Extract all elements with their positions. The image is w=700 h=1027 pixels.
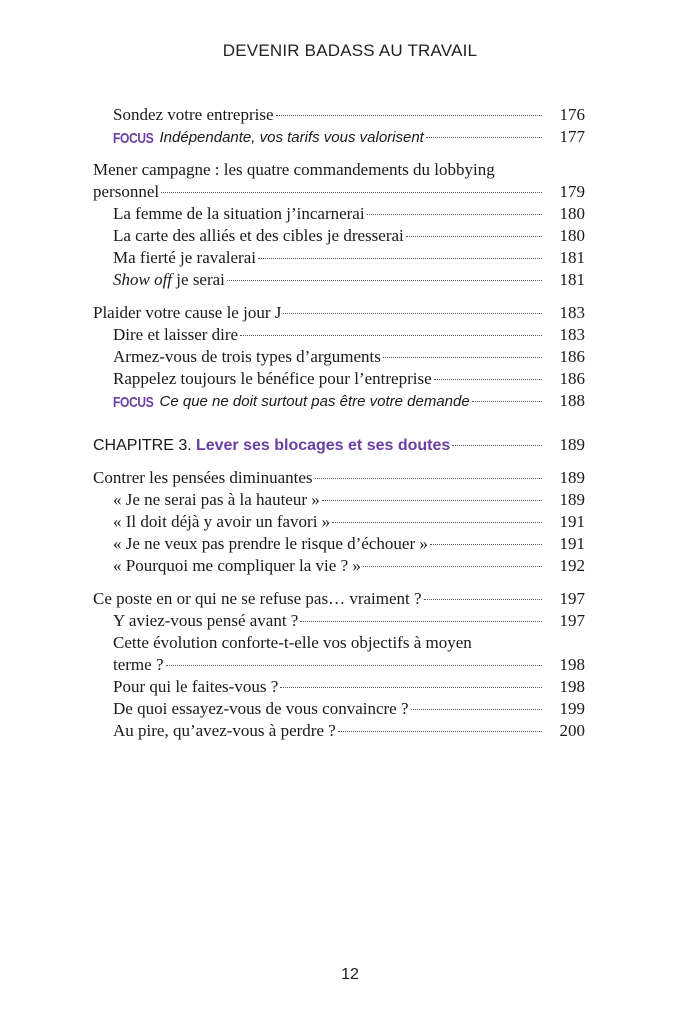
toc-page-number: 189 (559, 468, 585, 487)
toc-section[interactable] (93, 302, 585, 324)
toc-page-number: 183 (559, 325, 585, 344)
toc-entry[interactable] (93, 720, 585, 742)
toc-entry-title: Ma fierté je ravalerai (113, 248, 256, 267)
toc-entry-title: La carte des alliés et des cibles je dresserai (113, 226, 404, 245)
toc-page-number: 189 (559, 490, 585, 509)
toc-page-number: 200 (559, 721, 585, 740)
dot-leader (161, 192, 542, 193)
table-of-contents (93, 104, 585, 742)
toc-entry-title: De quoi essayez-vous de vous convaincre ? (113, 699, 409, 718)
dot-leader (363, 566, 542, 567)
dot-leader (452, 445, 542, 446)
toc-entry-title: « Je ne veux pas prendre le risque d’échouer » (113, 534, 428, 553)
toc-section-title: Plaider votre cause le jour J (93, 303, 282, 322)
toc-entry[interactable] (93, 654, 585, 676)
toc-entry[interactable] (93, 203, 585, 225)
toc-entry[interactable] (93, 247, 585, 269)
toc-entry-title: Sondez votre entreprise (113, 105, 274, 124)
toc-section[interactable] (93, 467, 585, 489)
focus-title: Indépendante, vos tarifs vous valorisent (159, 129, 424, 146)
dot-leader (472, 401, 542, 402)
chapter-label: CHAPITRE 3. (93, 437, 192, 454)
dot-leader (424, 599, 542, 600)
dot-leader (322, 500, 542, 501)
toc-page-number: 181 (559, 270, 585, 289)
toc-page-number: 177 (559, 127, 585, 146)
dot-leader (430, 544, 542, 545)
toc-entry[interactable] (93, 489, 585, 511)
toc-entry[interactable] (93, 225, 585, 247)
dot-leader (240, 335, 542, 336)
toc-section-title: Ce poste en or qui ne se refuse pas… vraiment ? (93, 589, 422, 608)
toc-section-title: Contrer les pensées diminuantes (93, 468, 313, 487)
toc-page-number: 181 (559, 248, 585, 267)
toc-chapter-title (93, 434, 450, 457)
focus-title: Ce que ne doit surtout pas être votre demande (159, 393, 470, 410)
toc-page-number: 180 (559, 226, 585, 245)
toc-entry[interactable] (93, 610, 585, 632)
toc-entry-title: Au pire, qu’avez-vous à perdre ? (113, 721, 336, 740)
toc-entry-title (113, 126, 424, 149)
toc-entry[interactable] (93, 698, 585, 720)
dot-leader (434, 379, 542, 380)
dot-leader (411, 709, 542, 710)
page-number: 12 (341, 966, 359, 983)
toc-page-number: 192 (559, 556, 585, 575)
dot-leader (426, 137, 542, 138)
running-title: DEVENIR BADASS AU TRAVAIL (222, 41, 478, 60)
toc-entry[interactable] (93, 676, 585, 698)
dot-leader (367, 214, 542, 215)
toc-page-number: 180 (559, 204, 585, 223)
focus-badge: FOCUS (113, 393, 154, 411)
toc-page-number: 188 (559, 391, 585, 410)
toc-page-number: 189 (559, 435, 585, 454)
toc-page-number: 191 (559, 512, 585, 531)
toc-page-number: 186 (559, 347, 585, 366)
toc-section[interactable] (93, 181, 585, 203)
title-rest: je serai (172, 270, 225, 289)
toc-page-number: 183 (559, 303, 585, 322)
toc-page-number: 198 (559, 655, 585, 674)
toc-section-title: personnel (93, 182, 160, 201)
toc-entry-title: Dire et laisser dire (113, 325, 239, 344)
toc-entry-title: « Il doit déjà y avoir un favori » (113, 512, 331, 531)
toc-entry-title: Rappelez toujours le bénéfice pour l’entreprise (113, 369, 432, 388)
dot-leader (166, 665, 543, 666)
toc-entry-title: La femme de la situation j’incarnerai (113, 204, 365, 223)
dot-leader (227, 280, 542, 281)
dot-leader (258, 258, 542, 259)
toc-entry-title (113, 269, 225, 291)
dot-leader (406, 236, 542, 237)
toc-page-number: 191 (559, 534, 585, 553)
toc-entry[interactable] (93, 324, 585, 346)
toc-entry-title: terme ? (113, 655, 164, 674)
dot-leader (280, 687, 542, 688)
toc-section[interactable] (93, 588, 585, 610)
dot-leader (332, 522, 542, 523)
toc-entry-title (113, 390, 470, 413)
toc-entry[interactable] (93, 269, 585, 291)
toc-entry[interactable] (93, 346, 585, 368)
toc-entry-title: Pour qui le faites-vous ? (113, 677, 279, 696)
chapter-title: Lever ses blocages et ses doutes (195, 437, 451, 454)
toc-page-number: 186 (559, 369, 585, 388)
toc-page-number: 197 (559, 611, 585, 630)
dot-leader (315, 478, 542, 479)
dot-leader (383, 357, 542, 358)
toc-entry-title: Y aviez-vous pensé avant ? (113, 611, 299, 630)
toc-page-number: 197 (559, 589, 585, 608)
dot-leader (338, 731, 542, 732)
toc-entry[interactable] (93, 533, 585, 555)
toc-page-number: 179 (559, 182, 585, 201)
toc-entry-title: « Pourquoi me compliquer la vie ? » (113, 556, 361, 575)
toc-entry-title: Armez-vous de trois types d’arguments (113, 347, 381, 366)
toc-entry[interactable] (93, 104, 585, 126)
toc-focus-entry[interactable] (93, 390, 585, 412)
toc-entry[interactable] (93, 511, 585, 533)
toc-page-number: 199 (559, 699, 585, 718)
italic-phrase: Show off (113, 270, 173, 289)
toc-entry-title: « Je ne serai pas à la hauteur » (113, 490, 320, 509)
toc-page-number: 176 (559, 105, 585, 124)
toc-chapter[interactable] (93, 434, 585, 456)
dot-leader (300, 621, 542, 622)
dot-leader (276, 115, 543, 116)
toc-entry[interactable] (93, 368, 585, 390)
toc-page-number: 198 (559, 677, 585, 696)
toc-entry[interactable] (93, 555, 585, 577)
toc-entry-title-line[interactable]: Cette évolution conforte-t-elle vos objectifs à moyen (113, 633, 472, 652)
dot-leader (283, 313, 542, 314)
toc-section-title-line[interactable]: Mener campagne : les quatre commandements du lobbying (93, 160, 495, 179)
toc-focus-entry[interactable] (93, 126, 585, 148)
focus-badge: FOCUS (113, 129, 154, 147)
